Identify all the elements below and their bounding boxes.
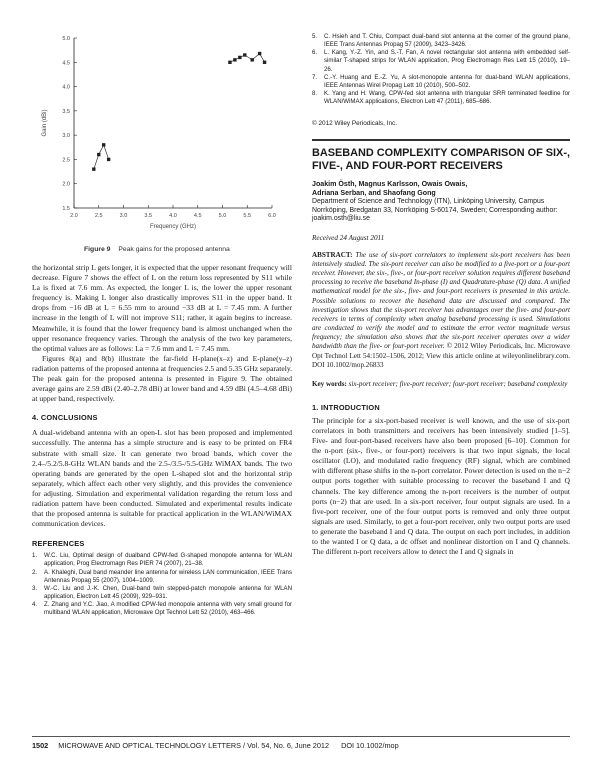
y-tick-label: 3.0 [62,133,70,140]
data-point [228,61,231,64]
references-heading: REFERENCES [32,539,85,549]
conclusions-paragraph: A dual-wideband antenna with an open-L slot has been proposed and implemented successfully. The antenna has a simple structure and is easy to be printed on FR4 substrate with small size. It can generate two broad bands, which cover the 2.4–/5.2/5.8-GHz WLAN bands and the 2.5-/3.5-/5.5-GHz WiMAX bands. The two operating bands are generated by the open L-shaped slot and the horizontal strip separately, which affect each other very slightly, and this provides the convenience for adjusting. Simulation and experimental validation regarding the return loss and radiation pattern have been conducted. Simulated and experimental results indicate that the proposed antenna is suitable for practical application in the WLAN/WiMAX communication devices. [32,428,292,529]
keywords-label: Key words: [312,379,347,388]
figure-caption-text: Peak gains for the proposed antenna [118,246,230,253]
figure-label: Figure 9 [84,246,111,253]
reference-item: 3. W.-C. Liu and J.-K. Chen, Dual-band twin stepped-patch monopole antenna for WLAN application, Electron Lett 45 (2009), 929–931. [32,584,292,601]
x-tick-label: 5.0 [218,213,227,219]
results-paragraph-2: Figures 8(a) and 8(b) illustrate the far-field H-plane(x–z) and E-plane(y–z) radiation patterns of the proposed antenna at frequencies 2.5 and 5.35 GHz separately. The peak gain for the proposed antenna is presented in Figure 9. The obtained average gains are 2.59 dBi (2.40–2.78 dBi) at lower band and 4.59 dBi (4.5–4.68 dBi) at upper band, respectively. [32,353,292,404]
x-tick-label: 3.5 [144,213,153,219]
affiliation: Department of Science and Technology (ITN), Linköping University, Campus Norrköping, Bredgatan 33, Norrköping S-60174, Sweden; Corresponding author: joakim.osth@liu.se [312,198,558,223]
x-tick-label: 3.0 [119,213,128,219]
journal-info: MICROWAVE AND OPTICAL TECHNOLOGY LETTERS / Vol. 54, No. 6, June 2012 [58,741,330,750]
reference-item: 4. Z. Zhang and Y.C. Jiao, A modified CPW-fed monopole antenna with very small ground for multiband WLAN application, Microwave Opt Technol Lett 52 (2010), 463–466. [32,601,292,617]
left-column [32,263,292,618]
y-tick-label: 5.0 [62,36,70,42]
abstract-citation: © 2012 Wiley Periodicals, Inc. Microwave Opt Technol Lett 54:1502–1506, 2012; View this article online at wileyonlinelibrary.com. DOI 10.1002/mop.26833 [312,342,570,369]
authors-line-1: Joakim Östh, Magnus Karlsson, Owais Owais, [312,180,468,188]
article-title: BASEBAND COMPLEXITY COMPARISON OF SIX-, FIVE-, AND FOUR-PORT RECEIVERS [312,147,570,172]
reference-item: 1. W.C. Liu, Optimal design of dualband CPW-fed G-shaped monopole antenna for WLAN application, Prog Electromagn Res PIER 74 (2007), 21–38. [32,552,292,568]
page-number: 1502 [32,741,49,750]
introduction-heading: 1. INTRODUCTION [312,402,380,412]
data-point [102,143,105,146]
abstract [312,251,570,370]
x-tick-label: 4.5 [193,213,202,219]
copyright-previous: © 2012 Wiley Periodicals, Inc. [312,120,397,128]
y-tick-label: 4.0 [62,84,70,91]
x-tick-label: 4.0 [169,213,177,219]
y-axis-label: Gain (dBi) [42,109,48,137]
reference-item: 5. C. Hsieh and T. Chiu, Compact dual-band slot antenna at the corner of the ground plane, IEEE Trans Antennas Propag 57 (2009), 3423–3426. [312,33,570,49]
data-point [243,53,246,56]
keywords-text: six-port receiver; five-port receiver; four-port receiver; baseband complexity [348,379,568,388]
y-tick-label: 2.5 [62,157,70,164]
data-point [251,58,254,61]
results-paragraph-1: the horizontal strip L gets longer, it is expected that the upper resonant frequency will decrease. Figure 7 shows the effect of L on the return loss represented by S11 while La is fixed at 7.6 mm. As expected, the longer L is, the lower the upper resonant frequency is. Making L longer also drastically improves S11 in the upper band. It drops from −16 dB at L = 6.55 mm to around −33 dB at L = 7.45 mm. A further increase in the length of L will not improve S11; rather, it again begins to increase. Meanwhile, it is found that the lower frequency band is almost unchanged when the upper resonance frequency varies. Through the analysis of the two key parameters, the optimal values are as follows: La = 7.6 mm and L = 7.45 mm. [32,263,292,353]
received-date: Received 24 August 2011 [312,233,385,242]
data-point [258,52,261,55]
reference-list-right [312,33,570,106]
data-point [107,158,110,161]
data-point [92,167,95,170]
data-point [97,153,100,156]
series-line [94,145,109,169]
page-footer [32,741,570,750]
y-tick-label: 2.0 [62,181,70,188]
figure-9 [32,30,292,245]
data-point [238,56,241,59]
reference-item: 2. A. Khaleghi, Dual band meander line antenna for wireless LAN communication, IEEE Trans Antennas Propag 55 (2007), 1004–1009. [32,568,292,584]
x-tick-label: 2.5 [94,213,103,219]
footer-rule [32,736,570,737]
y-tick-label: 4.5 [62,60,70,67]
x-tick-label: 5.5 [243,213,252,219]
reference-item: 6. L. Kang, Y.-Z. Yin, and S.-T. Fan, A novel rectangular slot antenna with embedded self-similar T-shaped strips for WLAN application, Prog Electromagn Res Lett 15 (2010), 19–26. [312,49,570,73]
data-point [233,58,236,61]
abstract-text: The use of six-port correlators to implement six-port receivers has been intensively studied. The six-port receiver can also be modified to a five-port or a four-port receiver. However, the six-, five-, or four-port receiver solution requires different baseband processing to receive the baseband In-phase (I) and Quadrature-phase (Q) data. A unified mathematical model for the six-, five- and four-port receivers is presented in this article. Possible solutions to recover the baseband data are discussed and compared. The investigation shows that the six-port receiver has advantages over the five- and four-port receivers in terms of complexity when analog baseband processing is used. Simulations are conducted to verify the model and to estimate the error vector magnitude versus frequency; the simulation also shows that the six-port receiver operates over a wider bandwidth than the five- or four-port receiver. [312,250,570,351]
figure-caption [84,246,230,253]
gain-chart [32,30,292,245]
x-tick-label: 6.0 [268,213,276,219]
y-tick-label: 1.5 [62,206,70,212]
y-tick-label: 3.5 [62,108,70,115]
reference-item: 8. K. Yang and H. Wang, CPW-fed slot antenna with triangular SRR terminated feedline for WLAN/WiMAX applications, Electron Lett 47 (2011), 685–686. [312,90,570,106]
x-axis-label: Frequency (GHz) [149,224,197,230]
right-column [312,33,570,557]
data-point [263,61,266,64]
authors-line-2: Adriana Serban, and Shaofang Gong [312,189,436,197]
keywords [312,380,570,389]
reference-list-left [32,552,292,617]
x-tick-label: 2.0 [70,213,78,219]
conclusions-heading: 4. CONCLUSIONS [32,413,98,423]
abstract-label: ABSTRACT: [312,250,353,259]
footer-doi: DOI 10.1002/mop [341,741,399,750]
introduction-paragraph: The principle for a six-port-based receiver is well known, and the use of six-port correlators in both transmitters and receivers has been intensively studied [1–5]. Five- and four-port-based receivers have also been proposed [6–10]. Common for the n-port (six-, five-, or four-port) receivers is that two input signals, the local oscillator (LO), and modulated radio frequency (RF) signal, which are combined with different phase shifts in the n-port correlator. Power detection is used on the n−2 output ports together with suitable processing to recover the baseband I and Q channels. The key difference among the n-port receivers is the number of output ports (n−2) that are used. In a six-port receiver, four output signals are used. In a five-port receiver, one of the four output ports is removed and only three output signals are used. Similarly, to get a four-port receiver, only two output ports are used to generate the baseband I and Q data. The output on each port includes, in addition to the wanted I or Q data, a dc offset and nonlinear distortion on I and Q channels. The different n-port receivers allow to detect the I and Q signals in [312,415,570,557]
reference-item: 7. C.-Y. Huang and E.-Z. Yu, A slot-monopole antenna for dual-band WLAN applications, IEEE Antennas Wirel Propag Lett 10 (2010), 500–502. [312,73,570,89]
